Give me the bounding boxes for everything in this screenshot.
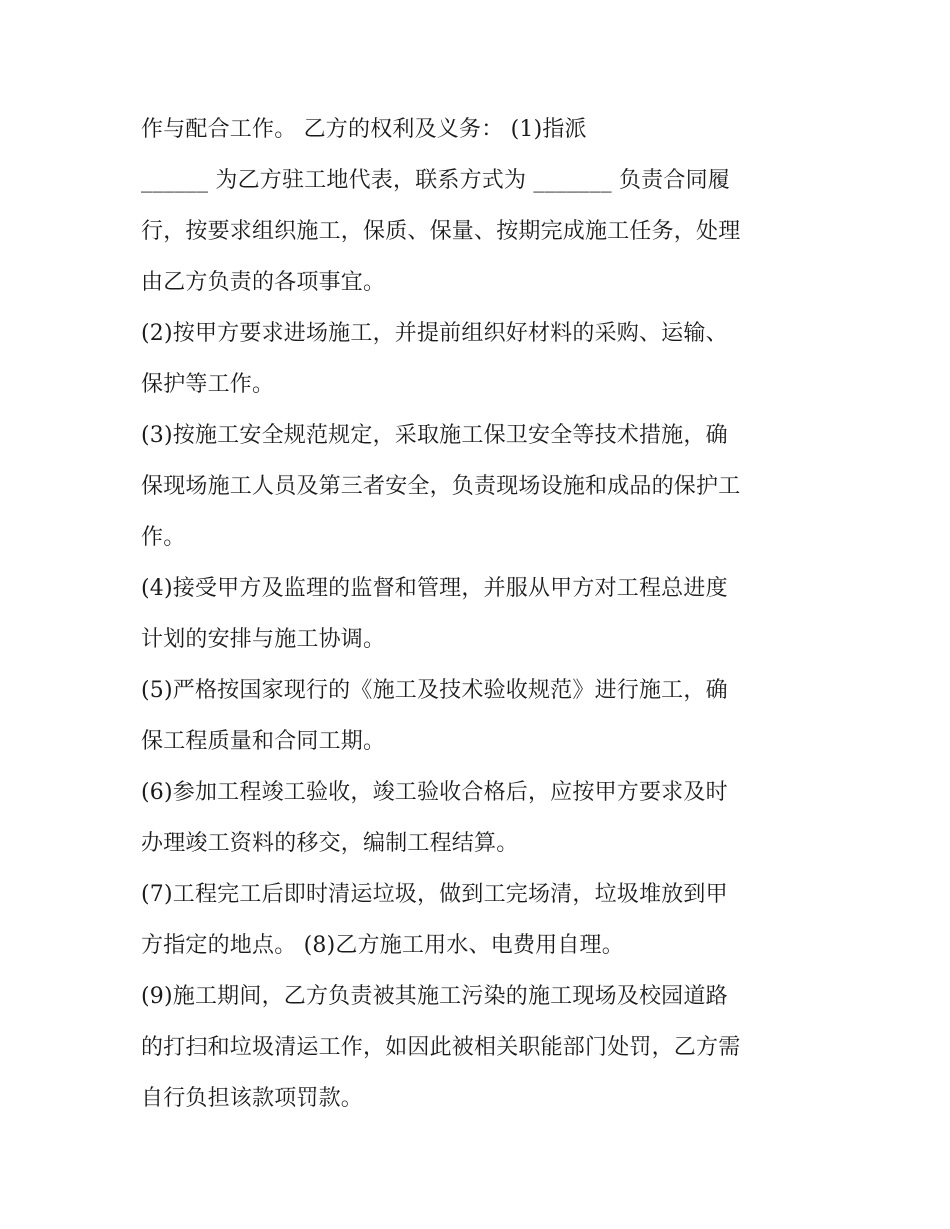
text-line-10: (4)接受甲方及监理的监督和管理，并服从甲方对工程总进度 bbox=[141, 576, 728, 601]
text-line-19: 的打扫和垃圾清运工作，如因此被相关职能部门处罚，乙方需 bbox=[141, 1035, 741, 1060]
text-line-8: 保现场施工人员及第三者安全，负责现场设施和成品的保护工 bbox=[141, 474, 741, 499]
text-line-13: 保工程质量和合同工期。 bbox=[141, 729, 386, 754]
text-line-3: 行，按要求组织施工，保质、保量、按期完成施工任务，处理 bbox=[141, 219, 741, 244]
text-line-17: 方指定的地点。 (8)乙方施工用水、电费用自理。 bbox=[141, 933, 624, 958]
document-body bbox=[141, 104, 821, 1124]
text-line-18: (9)施工期间，乙方负责被其施工污染的施工现场及校园道路 bbox=[141, 984, 728, 1009]
text-line-4: 由乙方负责的各项事宜。 bbox=[141, 270, 386, 295]
text-line-14: (6)参加工程竣工验收，竣工验收合格后，应按甲方要求及时 bbox=[141, 780, 728, 805]
text-line-16: (7)工程完工后即时清运垃圾，做到工完场清，垃圾堆放到甲 bbox=[141, 882, 728, 907]
text-line-12: (5)严格按国家现行的《施工及技术验收规范》进行施工，确 bbox=[141, 678, 728, 703]
text-line-9: 作。 bbox=[141, 525, 186, 550]
text-line-20: 自行负担该款项罚款。 bbox=[141, 1086, 364, 1111]
text-line-6: 保护等工作。 bbox=[141, 372, 275, 397]
text-line-15: 办理竣工资料的移交，编制工程结算。 bbox=[141, 831, 519, 856]
text-line-1: 作与配合工作。 乙方的权利及义务： (1)指派 bbox=[141, 117, 587, 142]
text-line-5: (2)按甲方要求进场施工，并提前组织好材料的采购、运输、 bbox=[141, 321, 728, 346]
text-line-7: (3)按施工安全规范规定，采取施工保卫安全等技术措施，确 bbox=[141, 423, 728, 448]
text-line-2: ______ 为乙方驻工地代表，联系方式为 _______ 负责合同履 bbox=[141, 168, 730, 193]
text-line-11: 计划的安排与施工协调。 bbox=[141, 627, 386, 652]
